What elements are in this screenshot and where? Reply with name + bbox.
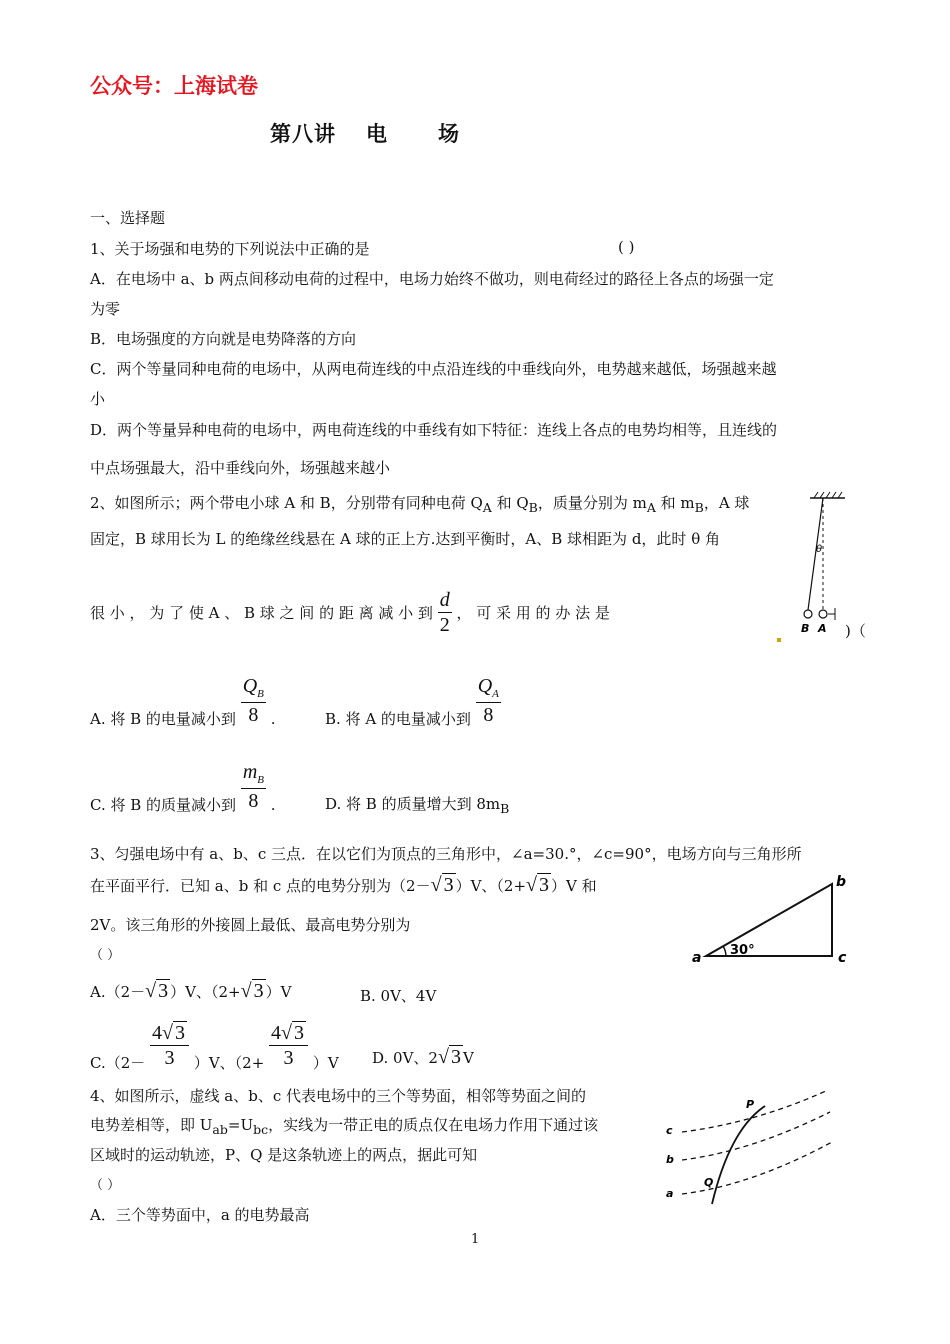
q2-answer-paren: )（ xyxy=(845,622,866,640)
q2-line1 xyxy=(90,492,749,515)
q2-option-a xyxy=(90,672,275,729)
q1-option-d-line1: D．两个等量异种电荷的电场中，两电荷连线的中垂线有如下特征：连线上各点的电势均相等，且连线的 xyxy=(90,421,778,439)
q3-line2a: 在平面平行．已知 a、b 和 c 点的电势分别为（2－ xyxy=(90,877,431,895)
frac-den: 8 xyxy=(483,704,494,726)
q4-answer-paren: （ ） xyxy=(90,1178,121,1193)
q2-option-d xyxy=(325,793,509,816)
sqrt-3: √ 3 xyxy=(145,980,169,1002)
q1-option-b: B．电场强度的方向就是电势降落的方向 xyxy=(90,330,357,348)
frac-num: Q xyxy=(477,675,493,697)
q2-option-d-text: D. 将 B 的质量增大到 8m xyxy=(325,795,501,813)
title-char-2: 场 xyxy=(438,122,460,146)
q1-stem: 1、关于场强和电势的下列说法中正确的是 xyxy=(90,240,370,258)
q4-sub-bc: bc xyxy=(253,1122,269,1137)
q4-line3: 区域时的运动轨迹，P、Q 是这条轨迹上的两点，据此可知 xyxy=(90,1146,478,1164)
q3-option-a2: ）V、（2+ xyxy=(170,983,241,1001)
q4-line2a: 电势差相等，即 U xyxy=(90,1116,213,1134)
q2-line2: 固定，B 球用长为 L 的绝缘丝线悬在 A 球的正上方.达到平衡时，A、B 球相距为 d，此时 θ 角 xyxy=(90,530,720,548)
q3-option-a3: ）V xyxy=(265,983,292,1001)
q2-and-m: 和 m xyxy=(655,494,695,512)
fig-a-label: A xyxy=(818,622,827,635)
q1-option-a-line1: A．在电场中 a、b 两点间移动电荷的过程中，电场力始终不做功，则电荷经过的路径上各点的场强一定 xyxy=(90,270,774,288)
frac-num: d xyxy=(439,589,450,611)
q4-option-a: A．三个等势面中，a 的电势最高 xyxy=(90,1206,310,1224)
fig-p-label: P xyxy=(746,1098,755,1111)
q3-line3: 2V。该三角形的外接圆上最低、最高电势分别为 xyxy=(90,916,411,934)
q2-option-b-text: B. 将 A 的电量减小到 xyxy=(325,710,471,728)
q3-line2b: ）V、（2+ xyxy=(455,877,527,895)
fig-b-label: B xyxy=(801,622,810,635)
q2-line3-text: 很 小 ， 为 了 使 A 、 B 球 之 间 的 距 离 减 小 到 xyxy=(90,604,433,622)
q2-fraction-d-over-2 xyxy=(438,590,452,635)
q3-line2c: ）V 和 xyxy=(551,877,597,895)
q2-line3b-text: ， 可 采 用 的 办 法 是 xyxy=(456,604,610,622)
frac-num-sub: B xyxy=(257,688,264,700)
sqrt-3: √ 3 xyxy=(281,1022,305,1044)
q2-line1-text: 2、如图所示；两个带电小球 A 和 B，分别带有同种电荷 Q xyxy=(90,494,483,512)
q4-line1: 4、如图所示，虚线 a、b、c 代表电场中的三个等势面，相邻等势面之间的 xyxy=(90,1087,587,1105)
q2-option-c xyxy=(90,758,276,815)
q4-line2 xyxy=(90,1114,598,1137)
fig-q-label: Q xyxy=(704,1176,714,1189)
q3-option-d2: V xyxy=(462,1049,474,1067)
q3-option-d xyxy=(372,1046,474,1069)
q1-answer-paren: ( ) xyxy=(618,238,635,256)
q3-option-a1: A.（2－ xyxy=(90,983,146,1001)
q4-line2c: ，实线为一带正电的质点仅在电场力作用下通过该 xyxy=(268,1116,599,1134)
fig-a-label: a xyxy=(666,1187,674,1200)
q2-option-c-text: C. 将 B 的质量减小到 xyxy=(90,796,237,814)
mark-dot xyxy=(777,630,781,648)
q2-sub-qb: B xyxy=(528,500,538,515)
q1-option-a-line2: 为零 xyxy=(90,300,121,318)
q1-option-c-line2: 小 xyxy=(90,390,106,408)
title-lecture: 第八讲 xyxy=(270,122,336,146)
sqrt-3: √ 3 xyxy=(437,1046,461,1068)
q3-option-a xyxy=(90,980,291,1003)
q2-option-d-sub: B xyxy=(500,801,510,816)
q1-option-d-line2: 中点场强最大，沿中垂线向外，场强越来越小 xyxy=(90,459,391,477)
fig-angle-label: 30° xyxy=(730,943,755,958)
q2-sub-qa: A xyxy=(482,500,492,515)
sqrt-3: √ 3 xyxy=(526,874,549,896)
sqrt-3: √ 3 xyxy=(240,980,264,1002)
fig-b-label: b xyxy=(836,874,847,890)
sqrt-3: √ 3 xyxy=(430,874,454,896)
fig-b-label: b xyxy=(666,1153,674,1166)
q2-sub-ma: A xyxy=(646,500,656,515)
frac-num: 4 xyxy=(152,1022,163,1044)
fig-c-label: c xyxy=(666,1124,673,1137)
q4-sub-ab: ab xyxy=(212,1122,228,1137)
q3-option-c2: ）V、（2+ xyxy=(193,1054,265,1072)
q2-mass-text: ，质量分别为 m xyxy=(537,494,647,512)
frac-den: 3 xyxy=(164,1047,175,1069)
title-char-1: 电 xyxy=(366,122,388,146)
q2-option-c-fraction xyxy=(241,762,266,811)
fig-a-label: a xyxy=(692,950,702,966)
q2-option-b-fraction xyxy=(476,676,501,725)
q3-fraction-4sqrt3-over-3 xyxy=(269,1023,308,1068)
sqrt-3: √ 3 xyxy=(162,1022,186,1044)
q3-option-c xyxy=(90,1018,339,1073)
q4-equipotential-figure xyxy=(660,1082,840,1207)
frac-den: 8 xyxy=(248,704,259,726)
q2-option-c-end: . xyxy=(270,795,276,814)
q3-triangle-figure xyxy=(688,870,853,970)
page-title xyxy=(270,118,460,148)
q4-line2b: =U xyxy=(227,1116,254,1134)
q2-option-a-end: . xyxy=(270,709,276,728)
frac-den: 8 xyxy=(248,790,259,812)
frac-num-sub: A xyxy=(492,688,499,700)
q2-option-b xyxy=(325,672,501,729)
q2-sub-mb: B xyxy=(694,500,704,515)
q3-option-c3: ）V xyxy=(312,1054,339,1072)
q3-answer-paren: （ ） xyxy=(90,948,121,963)
frac-den: 3 xyxy=(283,1047,294,1069)
frac-num: m xyxy=(242,761,258,783)
q3-option-b: B. 0V、4V xyxy=(360,987,437,1005)
q2-end1: ，A 球 xyxy=(703,494,750,512)
fig-c-label: c xyxy=(838,950,847,966)
q2-line3 xyxy=(90,590,610,635)
brand-header: 公众号：上海试卷 xyxy=(90,74,258,98)
q3-fraction-4sqrt3-over-3 xyxy=(150,1023,189,1068)
frac-den: 2 xyxy=(439,614,450,636)
frac-num-sub: B xyxy=(257,774,265,786)
section-heading: 一、选择题 xyxy=(90,209,166,227)
q3-option-d1: D. 0V、2 xyxy=(372,1049,438,1067)
q2-option-a-text: A. 将 B 的电量减小到 xyxy=(90,710,236,728)
frac-num: 4 xyxy=(271,1022,282,1044)
q3-line1: 3、匀强电场中有 a、b、c 三点．在以它们为顶点的三角形中，∠a=30.°，∠c=90°，电场方向与三角形所 xyxy=(90,845,802,863)
q1-option-c-line1: C．两个等量同种电荷的电场中，从两电荷连线的中点沿连线的中垂线向外，电势越来越低，场强越来越 xyxy=(90,360,777,378)
q2-and-qb: 和 Q xyxy=(491,494,529,512)
q3-line2 xyxy=(90,874,597,897)
q3-option-c1: C.（2－ xyxy=(90,1054,146,1072)
q2-option-a-fraction xyxy=(241,676,266,725)
page-number: 1 xyxy=(471,1232,480,1247)
frac-num: Q xyxy=(242,675,258,697)
fig-theta-label: θ xyxy=(816,544,823,555)
q2-pendulum-figure xyxy=(790,490,850,640)
